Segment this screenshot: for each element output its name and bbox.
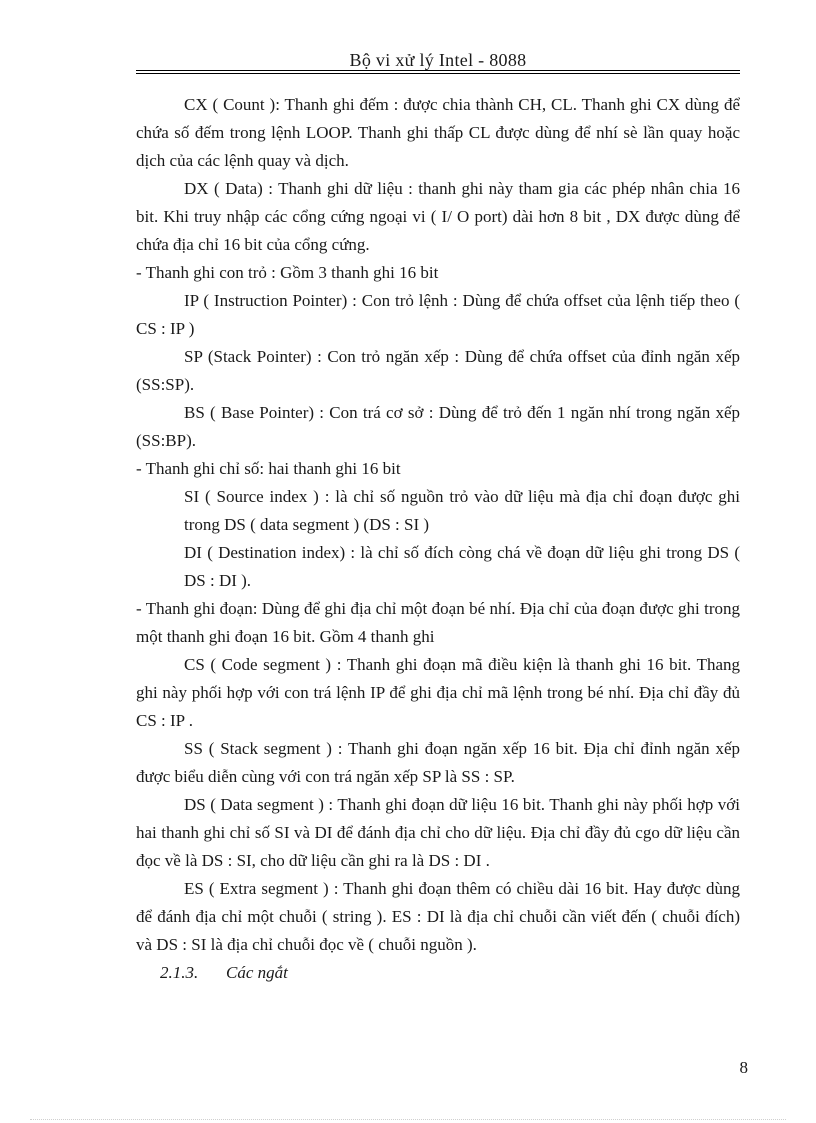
- page-bottom-dotted-line: [30, 1119, 786, 1120]
- paragraph-dx: DX ( Data) : Thanh ghi dữ liệu : thanh ghi này tham gia các phép nhân chia 16 bit. Khi truy nhập các cổng cứng ngoại vi ( I/ O port) dài hơn 8 bit , DX được dùng để chứa địa chỉ 16 bit của cổng cứng.: [136, 179, 740, 254]
- paragraph-cx: CX ( Count ): Thanh ghi đếm : được chia thành CH, CL. Thanh ghi CX dùng để chứa số đếm trong lệnh LOOP. Thanh ghi thấp CL được dùng để nhí sè lần quay hoặc dịch của các lệnh quay và dịch.: [136, 95, 740, 170]
- paragraph-di: DI ( Destination index) : là chỉ số đích còng chá về đoạn dữ liệu ghi trong DS ( DS : DI ).: [184, 543, 740, 590]
- paragraph-ss: SS ( Stack segment ) : Thanh ghi đoạn ngăn xếp 16 bit. Địa chỉ đỉnh ngăn xếp được biểu diễn cùng với con trá ngăn xếp SP là SS : SP.: [136, 739, 740, 786]
- paragraph-ip: IP ( Instruction Pointer) : Con trỏ lệnh : Dùng để chứa offset của lệnh tiếp theo ( CS : IP ): [136, 291, 740, 338]
- paragraph-bp: BS ( Base Pointer) : Con trá cơ sở : Dùng để trỏ đến 1 ngăn nhí trong ngăn xếp (SS:BP).: [136, 403, 740, 450]
- paragraph-ds: DS ( Data segment ) : Thanh ghi đoạn dữ liệu 16 bit. Thanh ghi này phối hợp với hai thanh ghi chỉ số SI và DI để đánh địa chỉ cho dữ liệu. Địa chỉ đầy đủ cgo dữ liệu cần đọc về là DS : SI, cho dữ liệu cần ghi ra là DS : DI .: [136, 795, 740, 870]
- page-body: [136, 91, 740, 987]
- section-title: Các ngắt: [226, 963, 288, 982]
- section-heading: [136, 959, 740, 987]
- paragraph-cs: CS ( Code segment ) : Thanh ghi đoạn mã điều kiện là thanh ghi 16 bit. Thang ghi này phối hợp với con trá lệnh IP để ghi địa chỉ mã lệnh trong bé nhí. Địa chỉ đầy đủ CS : IP .: [136, 655, 740, 730]
- page-number: 8: [739, 1058, 748, 1077]
- paragraph-segment-registers: - Thanh ghi đoạn: Dùng để ghi địa chỉ một đoạn bé nhí. Địa chỉ của đoạn được ghi trong một thanh ghi đoạn 16 bit. Gồm 4 thanh ghi: [136, 599, 740, 646]
- paragraph-es: ES ( Extra segment ) : Thanh ghi đoạn thêm có chiều dài 16 bit. Hay được dùng để đánh địa chỉ một chuỗi ( string ). ES : DI là địa chỉ chuỗi cần viết đến ( chuỗi đích) và DS : SI là địa chỉ chuỗi đọc về ( chuỗi nguồn ).: [136, 879, 740, 954]
- section-number: 2.1.3.: [160, 963, 199, 982]
- paragraph-index-registers: - Thanh ghi chỉ số: hai thanh ghi 16 bit: [136, 459, 401, 478]
- paragraph-sp: SP (Stack Pointer) : Con trỏ ngăn xếp : Dùng để chứa offset của đỉnh ngăn xếp (SS:SP).: [136, 347, 740, 394]
- page-header-title: Bộ vi xử lý Intel - 8088: [349, 50, 527, 70]
- header-rule-top: [136, 70, 740, 71]
- header-rule-bottom: [136, 73, 740, 74]
- paragraph-si: SI ( Source index ) : là chỉ số nguồn trỏ vào dữ liệu mà địa chỉ đoạn được ghi trong DS ( data segment ) (DS : SI ): [184, 487, 740, 534]
- paragraph-pointer-registers: - Thanh ghi con trỏ : Gồm 3 thanh ghi 16 bit: [136, 263, 439, 282]
